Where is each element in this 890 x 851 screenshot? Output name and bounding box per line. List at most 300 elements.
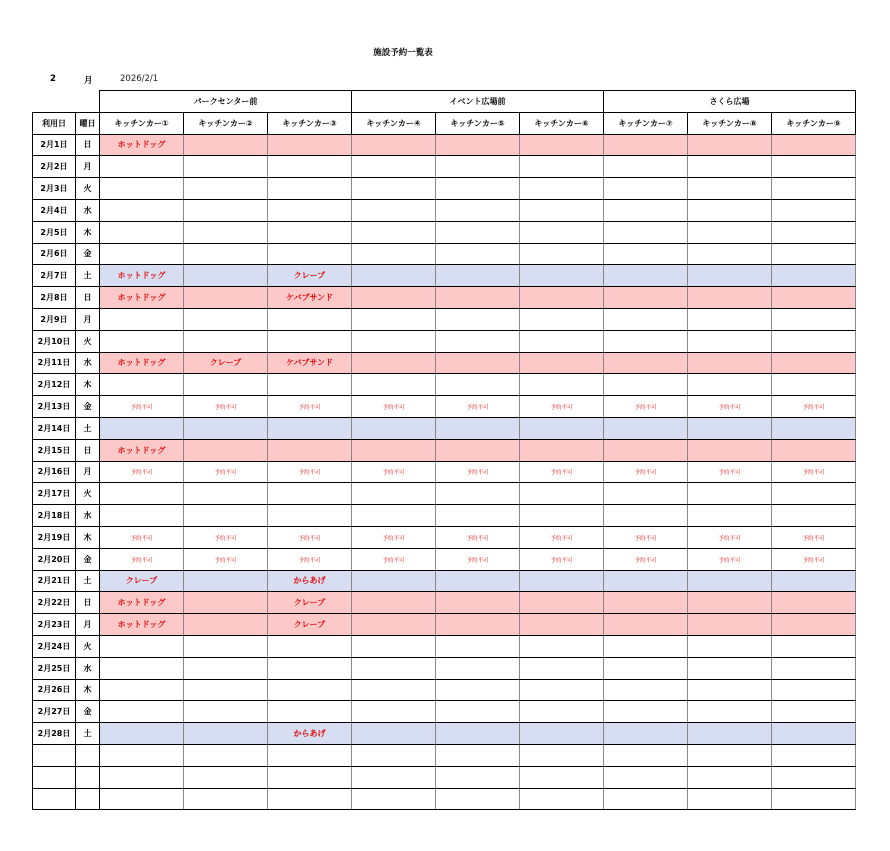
reservation-cell[interactable] — [772, 592, 856, 614]
reservation-cell[interactable] — [268, 156, 352, 178]
reservation-cell[interactable] — [604, 221, 688, 243]
reservation-cell[interactable] — [268, 417, 352, 439]
reservation-cell[interactable] — [604, 635, 688, 657]
reservation-cell[interactable] — [352, 439, 436, 461]
reservation-cell[interactable] — [688, 744, 772, 766]
reservation-cell[interactable] — [604, 134, 688, 156]
reservation-cell[interactable] — [100, 417, 184, 439]
reservation-cell[interactable] — [268, 199, 352, 221]
reservation-cell[interactable] — [688, 374, 772, 396]
date-cell: 2月25日 — [33, 657, 76, 679]
reservation-cell[interactable] — [184, 156, 268, 178]
reservation-cell[interactable] — [604, 570, 688, 592]
reservation-cell[interactable] — [436, 483, 520, 505]
reservation-cell[interactable] — [520, 592, 604, 614]
reservation-cell[interactable] — [352, 243, 436, 265]
reservation-cell[interactable] — [772, 526, 856, 548]
reservation-cell[interactable] — [436, 221, 520, 243]
reservation-cell[interactable] — [268, 352, 352, 374]
reservation-cell[interactable] — [184, 723, 268, 745]
reservation-cell[interactable] — [604, 374, 688, 396]
reservation-cell[interactable] — [352, 526, 436, 548]
reservation-cell[interactable] — [604, 548, 688, 570]
reservation-cell[interactable] — [100, 526, 184, 548]
reservation-cell[interactable] — [436, 657, 520, 679]
reservation-cell[interactable] — [184, 788, 268, 810]
unavailable-label: 予約不可 — [382, 470, 405, 477]
reservation-cell[interactable] — [100, 657, 184, 679]
reservation-cell[interactable] — [772, 461, 856, 483]
reservation-cell[interactable] — [268, 287, 352, 309]
reservation-cell[interactable] — [436, 570, 520, 592]
reservation-cell[interactable] — [436, 265, 520, 287]
reservation-cell[interactable] — [604, 614, 688, 636]
reservation-cell[interactable] — [688, 439, 772, 461]
reservation-cell[interactable] — [604, 287, 688, 309]
reservation-cell[interactable] — [772, 199, 856, 221]
reservation-cell[interactable] — [604, 265, 688, 287]
reservation-cell[interactable] — [604, 417, 688, 439]
weekday-cell: 火 — [76, 483, 100, 505]
reservation-cell[interactable] — [100, 374, 184, 396]
reservation-cell[interactable] — [100, 570, 184, 592]
reservation-cell[interactable] — [772, 178, 856, 200]
reservation-cell[interactable] — [100, 744, 184, 766]
reservation-cell[interactable] — [184, 701, 268, 723]
reservation-cell[interactable] — [352, 657, 436, 679]
reservation-cell[interactable] — [604, 744, 688, 766]
reservation-cell[interactable] — [184, 417, 268, 439]
reservation-cell[interactable] — [100, 396, 184, 418]
reservation-cell[interactable] — [520, 221, 604, 243]
reservation-cell[interactable] — [688, 723, 772, 745]
reservation-cell[interactable] — [268, 461, 352, 483]
reservation-cell[interactable] — [352, 701, 436, 723]
reservation-cell[interactable] — [604, 788, 688, 810]
reservation-cell[interactable] — [100, 614, 184, 636]
reservation-cell[interactable] — [604, 505, 688, 527]
reservation-cell[interactable] — [688, 178, 772, 200]
reservation-cell[interactable] — [604, 592, 688, 614]
reservation-cell[interactable] — [184, 614, 268, 636]
reservation-cell[interactable] — [520, 505, 604, 527]
reservation-cell[interactable] — [520, 265, 604, 287]
reservation-cell[interactable] — [100, 461, 184, 483]
slot-header: キッチンカー② — [184, 112, 268, 134]
reservation-cell[interactable] — [184, 178, 268, 200]
reservation-cell[interactable] — [436, 614, 520, 636]
reservation-cell[interactable] — [772, 265, 856, 287]
reservation-cell[interactable] — [772, 505, 856, 527]
reservation-cell[interactable] — [520, 657, 604, 679]
reservation-cell[interactable] — [772, 330, 856, 352]
reservation-cell[interactable] — [520, 570, 604, 592]
reservation-cell[interactable] — [520, 156, 604, 178]
reservation-cell[interactable] — [100, 635, 184, 657]
reservation-cell[interactable] — [268, 592, 352, 614]
reservation-cell[interactable] — [520, 723, 604, 745]
reservation-cell[interactable] — [772, 417, 856, 439]
reservation-cell[interactable] — [184, 635, 268, 657]
reservation-cell[interactable] — [604, 766, 688, 788]
reservation-cell[interactable] — [436, 417, 520, 439]
reservation-cell[interactable] — [100, 308, 184, 330]
reservation-cell[interactable] — [520, 679, 604, 701]
page-title: 施設予約一覧表 — [373, 48, 433, 58]
reservation-cell[interactable] — [352, 221, 436, 243]
reservation-cell[interactable] — [772, 766, 856, 788]
table-row — [33, 417, 856, 439]
reservation-cell[interactable] — [268, 766, 352, 788]
reservation-cell[interactable] — [436, 679, 520, 701]
reservation-cell[interactable] — [100, 592, 184, 614]
reservation-cell[interactable] — [688, 766, 772, 788]
reservation-cell[interactable] — [436, 396, 520, 418]
table-row — [33, 352, 856, 374]
reservation-cell[interactable] — [520, 243, 604, 265]
reservation-cell[interactable] — [100, 265, 184, 287]
reservation-cell[interactable] — [688, 701, 772, 723]
reservation-cell[interactable] — [352, 723, 436, 745]
reservation-cell[interactable] — [520, 287, 604, 309]
reservation-cell[interactable] — [436, 592, 520, 614]
reservation-cell[interactable] — [688, 156, 772, 178]
reservation-cell[interactable] — [268, 505, 352, 527]
reservation-cell[interactable] — [772, 679, 856, 701]
reservation-cell[interactable] — [520, 308, 604, 330]
reservation-cell[interactable] — [184, 221, 268, 243]
reservation-cell[interactable] — [436, 199, 520, 221]
reservation-cell[interactable] — [604, 308, 688, 330]
reservation-cell[interactable] — [436, 461, 520, 483]
reservation-cell[interactable] — [268, 483, 352, 505]
reservation-cell[interactable] — [520, 788, 604, 810]
reservation-cell[interactable] — [520, 461, 604, 483]
reservation-cell[interactable] — [604, 679, 688, 701]
reservation-cell[interactable] — [688, 635, 772, 657]
reservation-cell[interactable] — [352, 287, 436, 309]
reservation-cell[interactable] — [772, 439, 856, 461]
reservation-cell[interactable] — [772, 723, 856, 745]
reservation-cell[interactable] — [268, 657, 352, 679]
reservation-cell[interactable] — [688, 265, 772, 287]
reservation-cell[interactable] — [772, 308, 856, 330]
reservation-cell[interactable] — [100, 439, 184, 461]
reservation-cell[interactable] — [184, 461, 268, 483]
reservation-cell[interactable] — [100, 352, 184, 374]
reservation-cell[interactable] — [436, 134, 520, 156]
reservation-cell[interactable] — [184, 766, 268, 788]
reservation-cell[interactable] — [436, 723, 520, 745]
reservation-cell[interactable] — [184, 483, 268, 505]
reservation-cell[interactable] — [352, 396, 436, 418]
reservation-cell[interactable] — [352, 592, 436, 614]
reservation-cell[interactable] — [184, 526, 268, 548]
weekday-cell — [76, 744, 100, 766]
reservation-cell[interactable] — [436, 505, 520, 527]
reservation-cell[interactable] — [436, 526, 520, 548]
reservation-cell[interactable] — [184, 134, 268, 156]
reservation-cell[interactable] — [436, 439, 520, 461]
reservation-cell[interactable] — [772, 548, 856, 570]
reservation-cell[interactable] — [688, 614, 772, 636]
reservation-cell[interactable] — [688, 657, 772, 679]
reservation-cell[interactable] — [268, 723, 352, 745]
reservation-cell[interactable] — [688, 505, 772, 527]
location-header: パークセンター前 — [100, 91, 352, 113]
reservation-cell[interactable] — [688, 287, 772, 309]
reservation-cell[interactable] — [772, 134, 856, 156]
reservation-cell[interactable] — [688, 308, 772, 330]
reservation-cell[interactable] — [268, 701, 352, 723]
reservation-cell[interactable] — [100, 483, 184, 505]
reservation-cell[interactable] — [268, 635, 352, 657]
reservation-cell[interactable] — [436, 701, 520, 723]
reservation-cell[interactable] — [688, 221, 772, 243]
reservation-cell[interactable] — [688, 592, 772, 614]
reservation-cell[interactable] — [352, 308, 436, 330]
reservation-cell[interactable] — [352, 134, 436, 156]
unavailable-label: 予約不可 — [466, 405, 489, 412]
reservation-cell[interactable] — [352, 199, 436, 221]
reservation-cell[interactable] — [184, 265, 268, 287]
reservation-cell[interactable] — [184, 287, 268, 309]
blank-corner — [76, 91, 100, 113]
reservation-cell[interactable] — [604, 243, 688, 265]
reservation-cell[interactable] — [184, 199, 268, 221]
reservation-cell[interactable] — [688, 483, 772, 505]
reservation-cell[interactable] — [772, 788, 856, 810]
reservation-cell[interactable] — [268, 221, 352, 243]
reservation-cell[interactable] — [436, 766, 520, 788]
reservation-cell[interactable] — [184, 396, 268, 418]
reservation-cell[interactable] — [184, 330, 268, 352]
reservation-cell[interactable] — [100, 134, 184, 156]
reservation-cell[interactable] — [436, 744, 520, 766]
reservation-cell[interactable] — [100, 287, 184, 309]
reservation-cell[interactable] — [100, 221, 184, 243]
reservation-cell[interactable] — [100, 723, 184, 745]
reservation-cell[interactable] — [520, 614, 604, 636]
reservation-cell[interactable] — [352, 265, 436, 287]
reservation-cell[interactable] — [604, 526, 688, 548]
reservation-cell[interactable] — [352, 614, 436, 636]
reservation-cell[interactable] — [184, 374, 268, 396]
reservation-cell[interactable] — [352, 156, 436, 178]
reservation-cell[interactable] — [772, 570, 856, 592]
reservation-cell[interactable] — [604, 461, 688, 483]
reservation-cell[interactable] — [688, 461, 772, 483]
reservation-cell[interactable] — [604, 483, 688, 505]
reservation-cell[interactable] — [436, 243, 520, 265]
reservation-cell[interactable] — [688, 330, 772, 352]
reservation-cell[interactable] — [604, 199, 688, 221]
reservation-cell[interactable] — [184, 679, 268, 701]
reservation-cell[interactable] — [772, 243, 856, 265]
reservation-cell[interactable] — [268, 396, 352, 418]
date-cell — [33, 788, 76, 810]
reservation-cell[interactable] — [688, 570, 772, 592]
reservation-cell[interactable] — [352, 635, 436, 657]
weekday-cell — [76, 766, 100, 788]
reservation-cell[interactable] — [268, 374, 352, 396]
reservation-cell[interactable] — [184, 744, 268, 766]
reservation-cell[interactable] — [184, 570, 268, 592]
reservation-cell[interactable] — [268, 265, 352, 287]
reservation-cell[interactable] — [184, 243, 268, 265]
reservation-cell[interactable] — [688, 417, 772, 439]
reservation-cell[interactable] — [436, 374, 520, 396]
reservation-cell[interactable] — [100, 679, 184, 701]
reservation-cell[interactable] — [352, 766, 436, 788]
reservation-cell[interactable] — [268, 526, 352, 548]
reservation-cell[interactable] — [352, 788, 436, 810]
reservation-cell[interactable] — [100, 243, 184, 265]
reservation-cell[interactable] — [100, 766, 184, 788]
reservation-cell[interactable] — [520, 701, 604, 723]
reservation-cell[interactable] — [520, 483, 604, 505]
reservation-cell[interactable] — [352, 548, 436, 570]
reservation-cell[interactable] — [604, 657, 688, 679]
reservation-cell[interactable] — [772, 352, 856, 374]
reservation-cell[interactable] — [604, 723, 688, 745]
reservation-cell[interactable] — [436, 635, 520, 657]
reservation-cell[interactable] — [100, 330, 184, 352]
reservation-cell[interactable] — [352, 374, 436, 396]
reservation-cell[interactable] — [268, 744, 352, 766]
reservation-cell[interactable] — [436, 308, 520, 330]
reservation-cell[interactable] — [772, 374, 856, 396]
reservation-cell[interactable] — [436, 287, 520, 309]
reservation-cell[interactable] — [772, 701, 856, 723]
reservation-cell[interactable] — [520, 352, 604, 374]
reservation-cell[interactable] — [520, 635, 604, 657]
reservation-cell[interactable] — [268, 134, 352, 156]
reservation-cell[interactable] — [436, 548, 520, 570]
reservation-cell[interactable] — [268, 570, 352, 592]
reservation-cell[interactable] — [520, 548, 604, 570]
reservation-cell[interactable] — [688, 134, 772, 156]
reservation-cell[interactable] — [184, 592, 268, 614]
reservation-cell[interactable] — [352, 330, 436, 352]
reservation-cell[interactable] — [688, 396, 772, 418]
reservation-cell[interactable] — [352, 178, 436, 200]
reservation-cell[interactable] — [436, 788, 520, 810]
reservation-cell[interactable] — [772, 396, 856, 418]
reservation-cell[interactable] — [604, 701, 688, 723]
reservation-cell[interactable] — [688, 243, 772, 265]
reservation-cell[interactable] — [772, 156, 856, 178]
reservation-cell[interactable] — [268, 243, 352, 265]
reservation-cell[interactable] — [520, 374, 604, 396]
weekday-cell: 金 — [76, 396, 100, 418]
reservation-cell[interactable] — [520, 417, 604, 439]
reservation-cell[interactable] — [688, 548, 772, 570]
reservation-cell[interactable] — [436, 330, 520, 352]
reservation-cell[interactable] — [604, 156, 688, 178]
date-cell: 2月17日 — [33, 483, 76, 505]
reservation-cell[interactable] — [352, 679, 436, 701]
reservation-cell[interactable] — [520, 744, 604, 766]
reservation-cell[interactable] — [604, 330, 688, 352]
reservation-cell[interactable] — [772, 744, 856, 766]
reservation-cell[interactable] — [520, 134, 604, 156]
reservation-cell[interactable] — [520, 396, 604, 418]
reservation-cell[interactable] — [688, 352, 772, 374]
reservation-cell[interactable] — [772, 614, 856, 636]
reservation-cell[interactable] — [520, 199, 604, 221]
reservation-cell[interactable] — [772, 635, 856, 657]
reservation-cell[interactable] — [268, 788, 352, 810]
reservation-cell[interactable] — [100, 548, 184, 570]
reservation-cell[interactable] — [772, 483, 856, 505]
reservation-cell[interactable] — [100, 156, 184, 178]
reservation-cell[interactable] — [688, 199, 772, 221]
reservation-cell[interactable] — [772, 657, 856, 679]
reservation-cell[interactable] — [520, 766, 604, 788]
reservation-cell[interactable] — [184, 657, 268, 679]
blank-corner — [33, 91, 76, 113]
reservation-cell[interactable] — [604, 439, 688, 461]
reservation-cell[interactable] — [100, 178, 184, 200]
reservation-cell[interactable] — [520, 330, 604, 352]
reservation-cell[interactable] — [688, 679, 772, 701]
reservation-cell[interactable] — [100, 505, 184, 527]
reservation-cell[interactable] — [184, 352, 268, 374]
reservation-cell[interactable] — [184, 308, 268, 330]
reservation-cell[interactable] — [436, 156, 520, 178]
table-row — [33, 483, 856, 505]
reservation-cell[interactable] — [100, 788, 184, 810]
reservation-cell[interactable] — [352, 483, 436, 505]
reservation-cell[interactable] — [268, 614, 352, 636]
reservation-cell[interactable] — [352, 417, 436, 439]
reservation-cell[interactable] — [436, 178, 520, 200]
reservation-cell[interactable] — [100, 199, 184, 221]
weekday-cell: 水 — [76, 352, 100, 374]
reservation-cell[interactable] — [352, 352, 436, 374]
reservation-cell[interactable] — [772, 287, 856, 309]
reservation-cell[interactable] — [184, 548, 268, 570]
reservation-cell[interactable] — [688, 788, 772, 810]
reservation-cell[interactable] — [268, 308, 352, 330]
reservation-cell[interactable] — [520, 439, 604, 461]
reservation-cell[interactable] — [268, 330, 352, 352]
reservation-cell[interactable] — [604, 396, 688, 418]
reservation-cell[interactable] — [688, 526, 772, 548]
reservation-cell[interactable] — [520, 526, 604, 548]
reservation-cell[interactable] — [352, 505, 436, 527]
reservation-cell[interactable] — [184, 505, 268, 527]
reservation-cell[interactable] — [184, 439, 268, 461]
reservation-cell[interactable] — [268, 439, 352, 461]
slot-header: キッチンカー④ — [352, 112, 436, 134]
reservation-cell[interactable] — [352, 744, 436, 766]
reservation-cell[interactable] — [268, 679, 352, 701]
reservation-cell[interactable] — [352, 570, 436, 592]
reservation-cell[interactable] — [268, 548, 352, 570]
reservation-cell[interactable] — [268, 178, 352, 200]
reservation-cell[interactable] — [520, 178, 604, 200]
weekday-cell: 日 — [76, 439, 100, 461]
reservation-cell[interactable] — [352, 461, 436, 483]
reservation-cell[interactable] — [772, 221, 856, 243]
reservation-cell[interactable] — [436, 352, 520, 374]
reservation-cell[interactable] — [604, 352, 688, 374]
reservation-cell[interactable] — [100, 701, 184, 723]
weekday-cell — [76, 788, 100, 810]
reservation-cell[interactable] — [604, 178, 688, 200]
